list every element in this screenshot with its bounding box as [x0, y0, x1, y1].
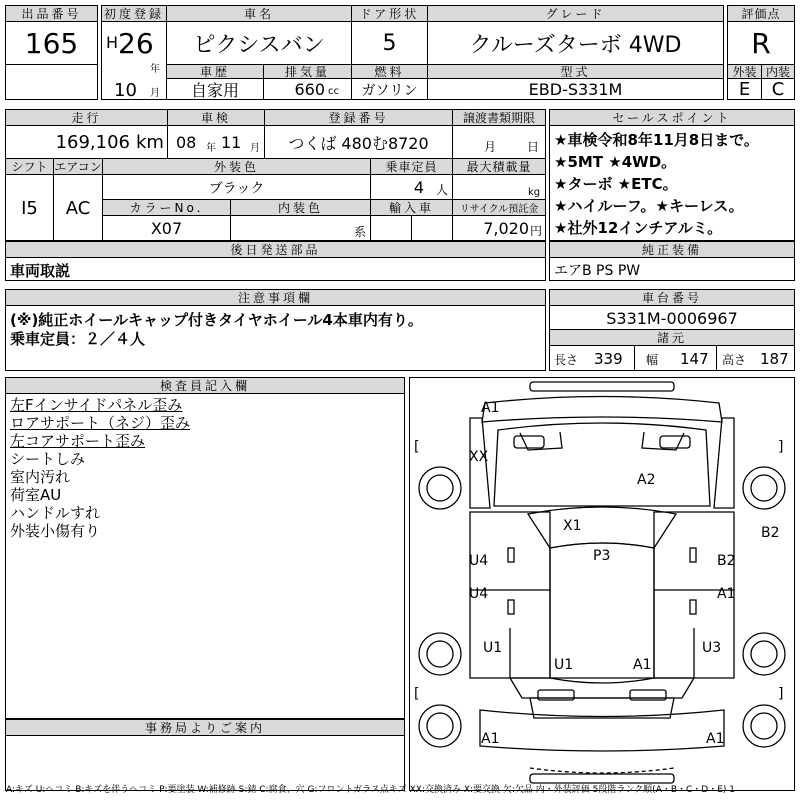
recycle-value: 7,020: [483, 219, 529, 238]
month-unit: 月: [150, 87, 160, 99]
aircon-label: エアコン: [54, 160, 102, 174]
car-name-label: 車名: [166, 5, 352, 22]
damage-left-rear-door: U4: [469, 586, 489, 602]
damage-left-front-door: U4: [469, 553, 489, 569]
inspector-note: シートしみ: [10, 450, 86, 468]
exterior-label: 外装: [727, 64, 762, 79]
recycle-label: リサイクル預託金: [452, 199, 546, 216]
registration-number: つくば 480む8720: [288, 133, 429, 153]
interior-color-unit: 系: [354, 224, 367, 239]
load-unit: kg: [528, 186, 541, 198]
interior-label: 内装: [761, 64, 795, 79]
seating-unit: 人: [436, 182, 449, 197]
inspector-note: 左コアサポート歪み: [10, 432, 146, 450]
year-unit: 年: [150, 63, 160, 75]
shift-value: I5: [21, 197, 38, 219]
exterior-color-value: ブラック: [208, 180, 265, 197]
damage-left-rear-quarter: U1: [483, 640, 503, 656]
sales-point: ★ハイルーフ。★キーレス。: [554, 197, 744, 215]
equipment-value: エアB PS PW: [554, 263, 641, 279]
damage-windshield: X1: [563, 518, 582, 534]
car-diagram-icon: [410, 378, 794, 790]
notes-line1: (※)純正ホイールキャップ付きタイヤホイール4本車内有り。: [10, 310, 423, 329]
damage-right-rear-quarter: U3: [702, 640, 722, 656]
divider: [411, 216, 412, 241]
office-label: 事務局よりご案内: [5, 719, 405, 736]
width-label: 幅: [646, 352, 659, 367]
damage-rear-bumper-right: A1: [706, 731, 725, 747]
seating-value: 4: [413, 178, 424, 197]
max-load-label: 最大積載量: [452, 158, 546, 175]
bracket-left-top: [: [414, 439, 420, 455]
notes-label: 注意事項欄: [5, 289, 546, 306]
interior-color-label: 内装色: [230, 199, 371, 216]
mileage-unit: km: [136, 131, 164, 153]
damage-right-side: B2: [761, 525, 780, 541]
door-count: 5: [382, 30, 397, 56]
inspection-month-unit: 月: [250, 142, 260, 154]
exterior-color-label: 外装色: [102, 158, 371, 175]
divider: [167, 109, 168, 159]
damage-rear-left: U1: [554, 657, 574, 673]
legend: A:キズ U:ヘコミ B:キズを伴うヘコミ P:要塗装 W:補修跡 S:錆 C:腐食、穴 G:フロントガラス点キズ XX:交換済み X:要交換 欠:欠品 内・外装評価 5段階ランク順(A・B・C・D・E) 1: [6, 784, 736, 795]
damage-right-front-door: B2: [717, 553, 736, 569]
seating-label: 乗車定員: [370, 158, 453, 175]
sales-point: ★社外12インチアルミ。: [554, 219, 723, 237]
inspection-year-unit: 年: [206, 142, 216, 154]
interior-grade: C: [771, 79, 785, 100]
lot-number: 165: [24, 26, 79, 60]
inspector-note: 荷室AU: [10, 486, 62, 504]
inspector-notes-list: [10, 396, 190, 540]
lot-number-label: 出品番号: [5, 5, 98, 22]
lot-divider: [5, 64, 98, 65]
recycle-unit: 円: [530, 223, 543, 238]
exterior-grade: E: [738, 79, 751, 100]
displacement-unit: cc: [328, 85, 339, 97]
deadline-month-unit: 月: [484, 139, 497, 154]
divider: [634, 346, 635, 371]
chassis-label: 車台番号: [549, 289, 795, 306]
first-reg-label: 初度登録: [101, 5, 167, 22]
score-value: R: [751, 26, 771, 60]
aircon-value: AC: [65, 197, 91, 219]
sales-points-label: セールスポイント: [549, 109, 795, 126]
bracket-right-top: ]: [778, 439, 784, 455]
era-letter: H: [106, 32, 119, 52]
divider: [716, 346, 717, 371]
damage-rear-bumper-left: A1: [481, 731, 500, 747]
shift-label: シフト: [5, 158, 54, 175]
bracket-right-bottom: ]: [778, 686, 784, 702]
registration-year: 26: [118, 26, 154, 60]
dimensions-label: 諸元: [549, 329, 795, 346]
inspection-year: 08: [176, 132, 197, 152]
length-label: 長さ: [554, 352, 579, 367]
accessories-value: 車両取説: [10, 261, 71, 280]
score-label: 評価点: [727, 5, 795, 22]
sales-point: ★5MT ★4WD。: [554, 153, 677, 171]
inspector-note: 室内汚れ: [10, 468, 71, 486]
door-type-label: ドア形状: [351, 5, 428, 22]
car-name: ピクシスバン: [193, 32, 325, 58]
displacement-value: 660: [294, 80, 325, 99]
damage-rear-center: A1: [633, 657, 652, 673]
damage-front-bumper: A1: [481, 400, 500, 416]
displacement-label: 排気量: [263, 64, 352, 79]
bracket-left-bottom: [: [414, 686, 420, 702]
length-value: 339: [594, 350, 623, 368]
reg-number-label: 登録番号: [264, 109, 453, 126]
history-label: 車歴: [166, 64, 264, 79]
import-label: 輸入車: [370, 199, 453, 216]
inspector-label: 検査員記入欄: [5, 377, 405, 394]
mileage-label: 走行: [5, 109, 168, 126]
model-code: EBD-S331M: [528, 80, 623, 99]
grade-label: グレード: [427, 5, 724, 22]
color-no-value: X07: [150, 219, 183, 238]
inspection-month: 11: [221, 132, 242, 152]
mileage-value: 169,106: [55, 131, 130, 153]
accessories-label: 後日発送部品: [5, 241, 546, 258]
damage-left-fender: XX: [469, 449, 489, 465]
model-code-label: 型式: [427, 64, 724, 79]
sales-point: ★車検令和8年11月8日まで。: [554, 131, 759, 149]
deadline-label: 譲渡書類期限: [452, 109, 546, 126]
width-value: 147: [680, 350, 709, 368]
divider: [452, 109, 453, 159]
damage-bonnet: A2: [637, 472, 656, 488]
height-label: 高さ: [722, 352, 747, 367]
chassis-number: S331M-0006967: [606, 308, 738, 328]
notes-line2: 乗車定員：２／４人: [10, 329, 146, 348]
registration-month: 10: [114, 79, 137, 101]
inspector-note: ロアサポート（ネジ）歪み: [10, 414, 191, 432]
fuel-label: 燃料: [351, 64, 428, 79]
height-value: 187: [760, 350, 789, 368]
sales-point: ★ターボ ★ETC。: [554, 175, 678, 193]
inspector-note: 左Fインサイドパネル歪み: [10, 396, 183, 414]
sales-points-list: [554, 129, 759, 239]
inspector-note: 外装小傷有り: [10, 522, 101, 540]
fuel-value: ガソリン: [361, 82, 418, 99]
equipment-label: 純正装備: [549, 241, 795, 258]
color-no-label: カラーNo.: [102, 199, 231, 216]
grade-value: クルーズターボ 4WD: [469, 32, 682, 58]
damage-roof: P3: [593, 548, 611, 564]
damage-right-rear-door: A1: [717, 586, 736, 602]
inspection-label: 車検: [167, 109, 265, 126]
vehicle-history: 自家用: [190, 81, 239, 100]
inspector-note: ハンドルすれ: [10, 504, 101, 522]
deadline-day-unit: 日: [527, 139, 540, 154]
